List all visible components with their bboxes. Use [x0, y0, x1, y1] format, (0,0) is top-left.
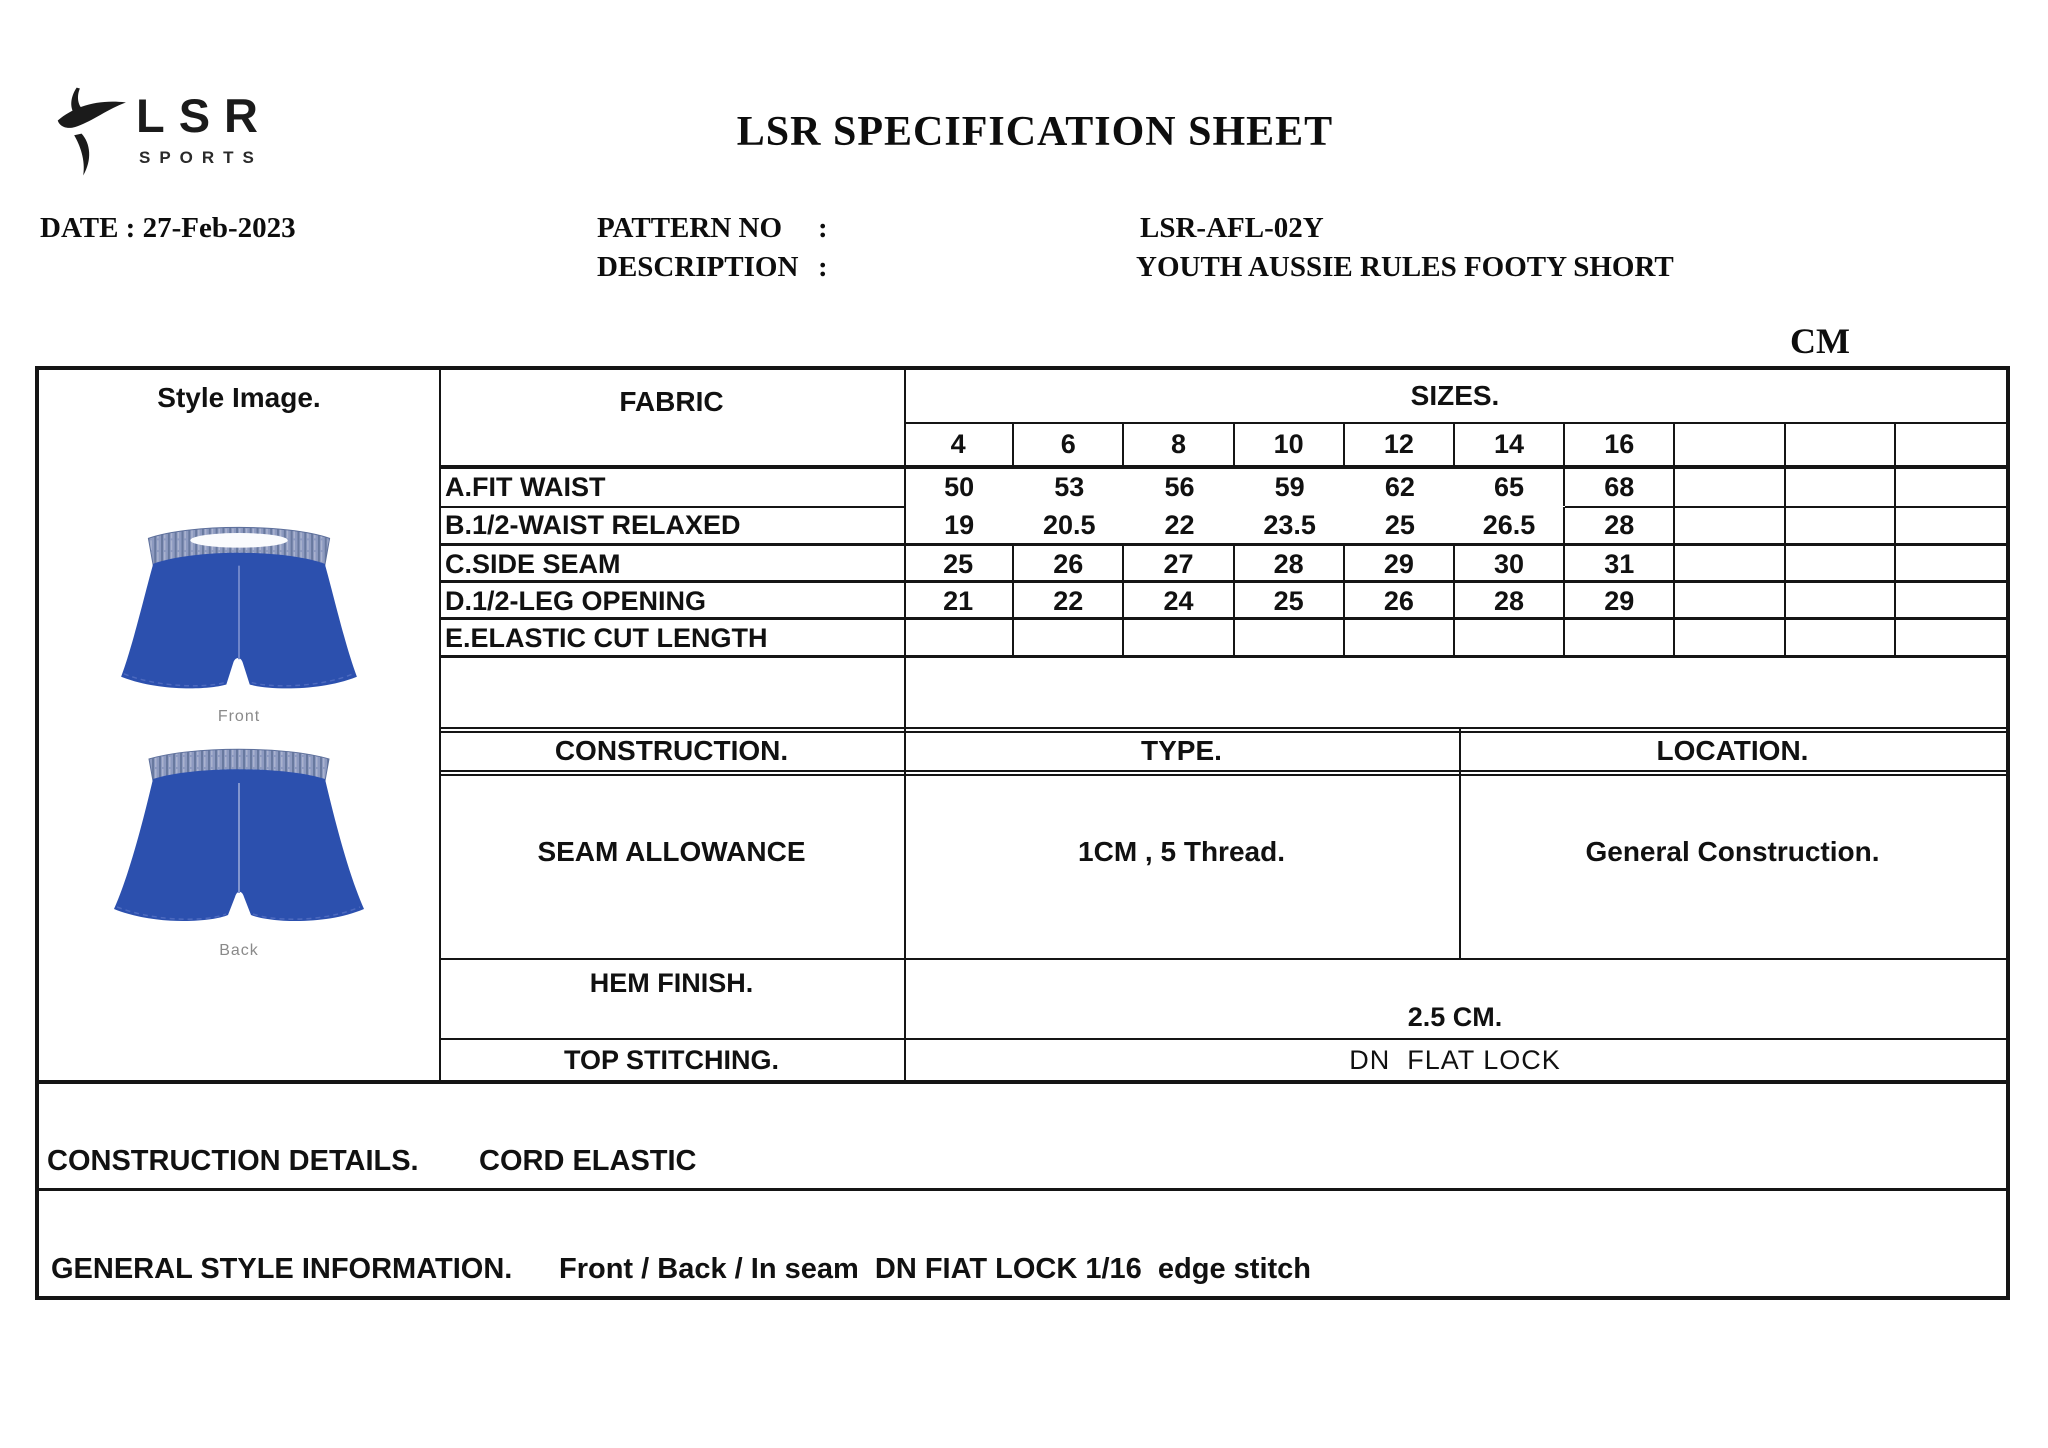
spec-cell — [1786, 469, 1896, 506]
description-label: DESCRIPTION — [597, 251, 799, 283]
hem-finish-row — [439, 960, 2006, 1038]
spec-row-fit-waist — [439, 469, 2014, 506]
spec-cell — [1896, 546, 2006, 583]
description-value: YOUTH AUSSIE RULES FOOTY SHORT — [1136, 251, 1674, 283]
spec-cell — [1675, 507, 1785, 544]
spec-row-label: D.1/2-LEG OPENING — [445, 586, 707, 616]
spec-cell: 25 — [1384, 510, 1415, 540]
spec-row-label: A.FIT WAIST — [445, 472, 606, 502]
construction-details-label: CONSTRUCTION DETAILS. — [47, 1145, 419, 1177]
front-shorts-illustration — [94, 515, 384, 705]
seam-location-value: General Construction. — [1585, 836, 1880, 867]
general-style-row — [39, 1191, 2006, 1296]
spec-cell: 26.5 — [1455, 507, 1565, 544]
top-stitching-row — [439, 1040, 2006, 1080]
spec-cell — [1896, 507, 2006, 544]
spec-table — [35, 366, 2010, 1300]
spec-cell: 25 — [904, 546, 1014, 583]
spec-cell: 68 — [1565, 469, 1675, 506]
style-image-header: Style Image. — [157, 382, 321, 413]
spec-cell: 28 — [1455, 583, 1565, 620]
size-column-header: 12 — [1345, 424, 1455, 465]
spec-cell — [1786, 620, 1896, 657]
spec-cell — [1345, 620, 1455, 657]
sizes-header: SIZES. — [1410, 380, 1500, 411]
pattern-no-colon: : — [818, 212, 828, 244]
spec-cell — [1455, 620, 1565, 657]
spec-cell: 50 — [944, 472, 975, 502]
construction-header-row — [439, 727, 2006, 776]
spec-cell — [1014, 620, 1124, 657]
spec-cell: 59 — [1274, 472, 1305, 502]
size-column-header — [1786, 424, 1896, 465]
seam-allowance-label: SEAM ALLOWANCE — [537, 836, 806, 867]
size-column-header: 4 — [904, 424, 1014, 465]
spec-cell — [1786, 507, 1896, 544]
spec-cell — [1675, 469, 1785, 506]
construction-header: CONSTRUCTION. — [554, 735, 789, 766]
size-column-header: 16 — [1565, 424, 1675, 465]
back-caption: Back — [219, 942, 259, 959]
spec-cell — [1675, 546, 1785, 583]
spec-cell — [1675, 620, 1785, 657]
spec-row-side-seam — [439, 546, 2014, 583]
spec-cell — [1896, 620, 2006, 657]
pattern-no-label: PATTERN NO — [597, 212, 783, 244]
spec-cell: 20.5 — [1043, 510, 1096, 540]
spec-cell: 56 — [1164, 472, 1195, 502]
seam-allowance-row — [439, 776, 2006, 958]
spec-cell — [1124, 620, 1234, 657]
spec-cell: 62 — [1384, 472, 1415, 502]
sheet-title: LSR SPECIFICATION SHEET — [736, 109, 1334, 155]
size-column-header — [1896, 424, 2006, 465]
size-column-header — [1675, 424, 1785, 465]
spec-row-elastic-cut-length — [439, 620, 2014, 657]
general-style-label: GENERAL STYLE INFORMATION. — [51, 1253, 513, 1285]
spec-cell — [1565, 620, 1675, 657]
spec-cell: 23.5 — [1263, 510, 1316, 540]
spec-cell: 28 — [1565, 507, 1675, 544]
back-shorts-illustration — [89, 743, 389, 938]
spec-row-half-leg-opening — [439, 583, 2014, 620]
spec-cell: 19 — [944, 510, 975, 540]
spec-cell: 53 — [1054, 472, 1085, 502]
spec-cell: 26 — [1345, 583, 1455, 620]
construction-details-row — [39, 1084, 2006, 1186]
spec-cell: 27 — [1124, 546, 1234, 583]
size-columns-header-row — [904, 424, 2006, 465]
spec-row-half-waist-relaxed — [439, 507, 2014, 544]
spec-cell: 22 — [1014, 583, 1124, 620]
spec-cell — [1675, 583, 1785, 620]
spec-cell — [1786, 546, 1896, 583]
spec-cell: 24 — [1124, 583, 1234, 620]
size-column-header: 10 — [1235, 424, 1345, 465]
spec-cell: 28 — [1235, 546, 1345, 583]
general-style-value: Front / Back / In seam DN FIAT LOCK 1/16 edge stitch — [559, 1253, 1312, 1285]
top-stitching-label: TOP STITCHING. — [563, 1045, 780, 1075]
spec-cell — [1896, 583, 2006, 620]
spec-cell: 65 — [1455, 469, 1565, 506]
spec-row-label: E.ELASTIC CUT LENGTH — [445, 623, 768, 653]
top-stitching-value: DN FLAT LOCK — [1349, 1045, 1561, 1075]
brand-subtitle: SPORTS — [139, 148, 263, 167]
spec-cell — [904, 620, 1014, 657]
lsr-swoosh-icon — [52, 82, 130, 182]
hem-finish-value: 2.5 CM. — [1407, 1002, 1503, 1032]
type-header: TYPE. — [1141, 735, 1222, 766]
date-line: DATE : 27-Feb-2023 — [40, 212, 296, 244]
spec-cell: 29 — [1565, 583, 1675, 620]
description-colon: : — [818, 251, 828, 283]
spec-cell: 29 — [1345, 546, 1455, 583]
spec-row-label: C.SIDE SEAM — [445, 549, 621, 579]
brand-block — [136, 89, 272, 168]
location-header: LOCATION. — [1656, 735, 1809, 766]
seam-type-value: 1CM , 5 Thread. — [1078, 836, 1285, 867]
spec-cell: 22 — [1164, 510, 1195, 540]
unit-label: CM — [1790, 321, 1850, 361]
fabric-header: FABRIC — [619, 386, 724, 417]
hem-finish-label: HEM FINISH. — [589, 968, 754, 998]
size-column-header: 14 — [1455, 424, 1565, 465]
spec-cell — [1896, 469, 2006, 506]
size-column-header: 6 — [1014, 424, 1124, 465]
size-column-header: 8 — [1124, 424, 1234, 465]
brand-name: LSR — [136, 89, 272, 142]
pattern-no-value: LSR-AFL-02Y — [1140, 212, 1324, 244]
spec-cell: 26 — [1014, 546, 1124, 583]
construction-details-value: CORD ELASTIC — [479, 1145, 697, 1177]
spec-cell — [1786, 583, 1896, 620]
front-caption: Front — [217, 708, 261, 725]
spec-row-label: B.1/2-WAIST RELAXED — [445, 510, 741, 540]
spec-cell — [1235, 620, 1345, 657]
spec-cell: 31 — [1565, 546, 1675, 583]
spec-cell: 30 — [1455, 546, 1565, 583]
spec-cell: 21 — [904, 583, 1014, 620]
spec-cell: 25 — [1235, 583, 1345, 620]
